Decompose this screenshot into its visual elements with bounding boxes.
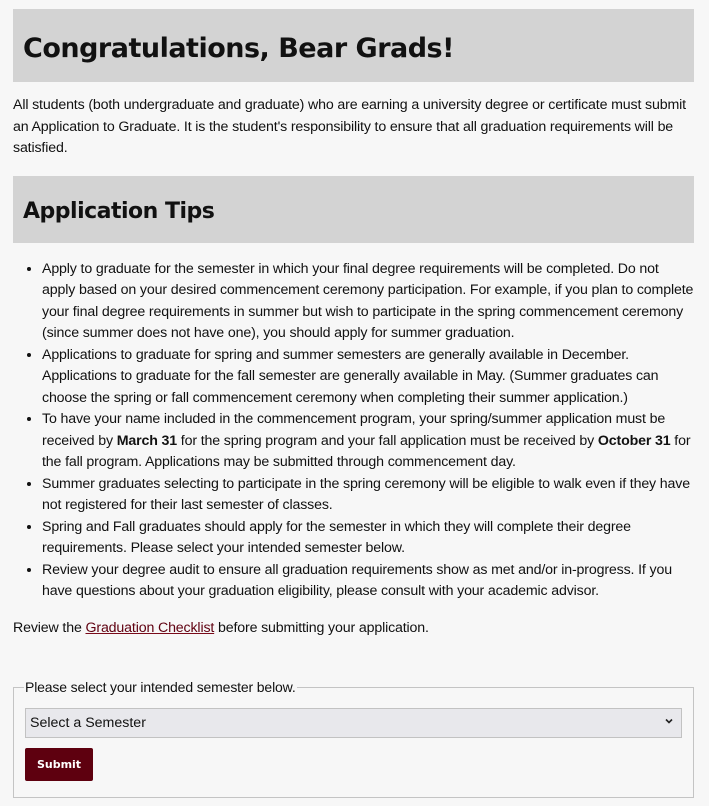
tip-item: • Spring and Fall graduates should apply for the semester in which they will complete their degree requirements. Please select your intended semester below.: [42, 517, 694, 560]
semester-select[interactable]: [25, 708, 682, 738]
semester-fieldset: [13, 679, 694, 798]
page-content: [13, 9, 694, 639]
deadline-spring: March 31: [116, 432, 178, 449]
submit-button[interactable]: Submit: [25, 748, 93, 781]
graduation-checklist-link[interactable]: Graduation Checklist: [85, 619, 215, 636]
tips-heading: Application Tips: [23, 198, 215, 224]
tip-text: for the spring program and your fall application must be received by: [177, 432, 598, 449]
tip-item: • Apply to graduate for the semester in which your final degree requirements will be completed. Do not apply based on your desired commencement ceremony participation. For example, if you plan to complete your final degree requirements in summer but wish to participate in the spring commencement ceremony (since summer does not have one), you should apply for summer graduation.: [42, 259, 694, 345]
page-title-banner: [13, 9, 694, 82]
tip-text: To have your name included in the commencement program, your spring/summer application must be received by: [42, 411, 666, 449]
review-paragraph: [13, 618, 694, 640]
tip-item: [42, 409, 694, 474]
tip-item: • Summer graduates selecting to participate in the spring ceremony will be eligible to walk even if they have not registered for their last semester of classes.: [42, 474, 694, 517]
page-title: Congratulations, Bear Grads!: [23, 33, 454, 64]
chevron-down-icon: [665, 717, 673, 725]
review-text-after: before submitting your application.: [214, 619, 429, 636]
semester-select-value: Select a Semester: [30, 715, 146, 731]
tips-list: [13, 259, 694, 603]
tip-text: for the fall program. Applications may be submitted through commencement day.: [42, 432, 691, 470]
tips-heading-banner: [13, 176, 694, 243]
review-text-before: Review the: [13, 619, 86, 636]
deadline-fall: October 31: [597, 432, 671, 449]
intro-paragraph: All students (both undergraduate and graduate) who are earning a university degree or certificate must submit an Application to Graduate. It is the student's responsibility to ensure that all graduation requirements will be satisfied.: [13, 97, 686, 156]
semester-legend: Please select your intended semester below.: [25, 679, 296, 695]
tip-item: • Applications to graduate for spring and summer semesters are generally available in December. Applications to graduate for the fall semester are generally available in May. (Summer graduates can choose the spring or fall commencement ceremony when completing their summer application.): [42, 345, 694, 410]
tip-item: • Review your degree audit to ensure all graduation requirements show as met and/or in-progress. If you have questions about your graduation eligibility, please consult with your academic advisor.: [42, 560, 694, 603]
